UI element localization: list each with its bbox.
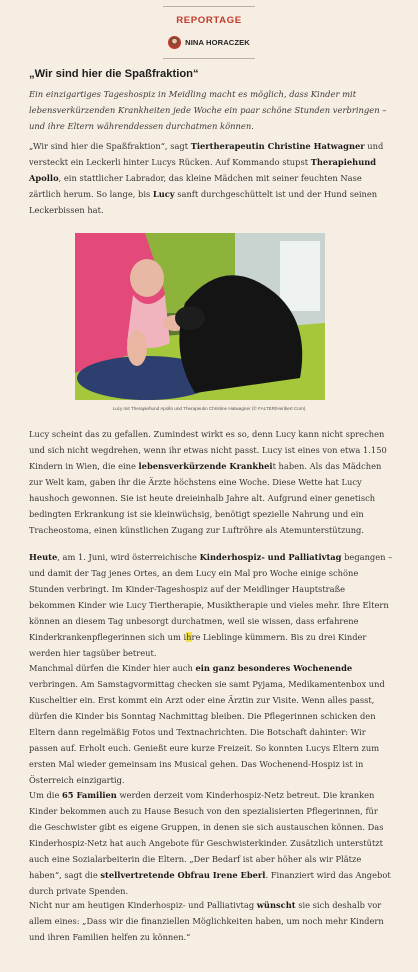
paragraph-6: Nicht nur am heutigen Kinderhospiz- und Palliativtag wünscht sie sich deshalb vor allem eines: „Dass wir die finanziellen Möglichkeiten haben, um noch mehr Kindern und ihren Familien helfen zu können.“: [29, 900, 384, 942]
header-bottom-rule: [163, 58, 255, 59]
author-avatar: [168, 36, 181, 49]
article-photo[interactable]: [75, 233, 325, 400]
text-highlight: h: [186, 632, 192, 642]
paragraph-2: Lucy scheint das zu gefallen. Zumindest wirkt es so, denn Lucy kann nicht sprechen und sich nicht wegdrehen, wenn ihr etwas nicht passt. Lucy ist eines von etwa 1.150 Kindern in Wien, die eine lebensverkürzende Krankheit haben. Als das Mädchen zur Welt kam, gaben ihr die Ärzte höchstens eine Woche. Diese Wette hat Lucy haushoch gewonnen. Sie ist heute dreieinhalb Jahre alt. Aufgrund einer genetisch bedingten Erkrankung ist sie kleinwüchsig, benötigt spezielle Nahrung und ein Tracheostoma, einen künstlichen Zugang zur Luftröhre als Atemunterstützung.: [29, 429, 387, 535]
paragraph-1: „Wir sind hier die Spaßfraktion“, sagt Tiertherapeutin Christine Hatwagner und versteckt ein Leckerli hinter Lucys Rücken. Auf Kommando stupst Therapiehund Apollo, ein stattlicher Labrador, das kleine Mädchen mit seiner feuchten Nase zärtlich herum. So lange, bis Lucy sanft durchgeschüttelt ist und der Hund seinen Leckerbissen hat.: [29, 141, 384, 215]
author-name: NINA HORACZEK: [185, 38, 250, 47]
paragraph-3: Heute, am 1. Juni, wird österreichische Kinderhospiz- und Palliativtag begangen – und damit der Tag jenes Ortes, an dem Lucy ein Mal pro Woche einige schöne Stunden verbringt. Im Kinder-Tageshospiz auf der Meidlinger Hauptstraße bekommen Kinder wie Lucy Tiertherapie, Musiktherapie und vieles mehr. Ihre Eltern können an diesem Tag unbesorgt durchatmen, weil sie wissen, dass erfahrene Kinderkrankenpflegerinnen sich um ihre Lieblinge kümmern. Bis zu drei Kinder werden hier tagsüber betreut.: [29, 552, 393, 658]
header-top-rule: [163, 6, 255, 7]
paragraph-4: Manchmal dürfen die Kinder hier auch ein ganz besonderes Wochenende verbringen. Am Samstagvormittag checken sie samt Pyjama, Medikamentenbox und Kuscheltier ein. Erst kommt ein Arzt oder eine Ärztin zur Visite. Wenn alles passt, dürfen die Kinder bis Sonntag Nachmittag bleiben. Die Pflegerinnen schicken den Eltern dann regelmäßig Fotos und Textnachrichten. Die Botschaft dahinter: Wir passen auf. Erholt euch. Genießt eure kurze Freizeit. So konnten Lucys Eltern zum ersten Mal wieder gemeinsam ins Musical gehen. Das Wochenend-Hospiz ist in Österreich einzigartig.: [29, 663, 385, 785]
article-title: „Wir sind hier die Spaßfraktion“: [29, 68, 199, 80]
author-byline[interactable]: [0, 36, 418, 49]
paragraph-5: Um die 65 Familien werden derzeit vom Kinderhospiz-Netz betreut. Die kranken Kinder bekommen auch zu Hause Besuch von den spezialisierten Pflegerinnen, für die Geschwister gibt es eigene Gruppen, in denen sie sich austauschen können. Das Kinderhospiz-Netz hat auch Angebote für Geschwisterkinder. Zusätzlich unterstützt auch eine Sozialarbeiterin die Eltern. „Der Bedarf ist aber höher als wir Plätze haben“, sagt die stellvertretende Obfrau Irene Eberl. Finanziert wird das Angebot durch private Spenden.: [29, 790, 391, 896]
section-kicker[interactable]: REPORTAGE: [176, 15, 242, 26]
article-lead: Ein einzigartiges Tageshospiz in Meidling macht es möglich, dass Kinder mit lebensverkürzenden Krankheiten jede Woche ein paar schöne Stunden verbringen – und ihre Eltern währenddessen durchatmen können.: [29, 89, 387, 131]
photo-caption: Lucy mit Therapiehund Apollo und Therapeutin Christine Hatwagner (© FALTER/Heribert Corn): [112, 406, 306, 411]
